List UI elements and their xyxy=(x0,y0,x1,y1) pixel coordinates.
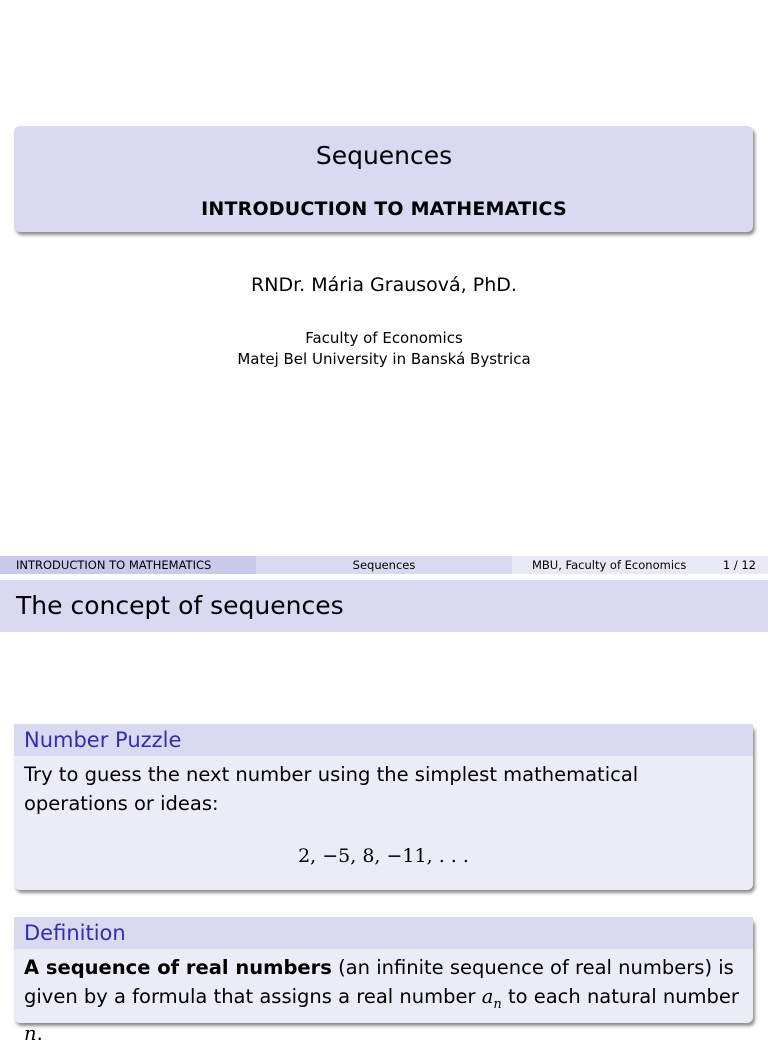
block-body xyxy=(14,756,753,871)
footer-bar xyxy=(0,556,768,574)
footer-institute: MBU, Faculty of Economics xyxy=(532,558,687,572)
block-title: Definition xyxy=(14,917,753,949)
puzzle-text: Try to guess the next number using the simplest mathematical operations or ideas: xyxy=(24,763,639,815)
presentation-title: Sequences xyxy=(315,141,453,170)
footer-course: INTRODUCTION TO MATHEMATICS xyxy=(0,556,256,574)
institute-university: Matej Bel University in Banská Bystrica xyxy=(237,350,531,368)
definition-text xyxy=(14,949,753,1048)
number-puzzle-block xyxy=(14,724,753,890)
math-var-n: n xyxy=(24,1021,37,1045)
footer-right xyxy=(512,556,768,574)
block-title: Number Puzzle xyxy=(14,724,753,756)
presentation-subtitle: INTRODUCTION TO MATHEMATICS xyxy=(201,198,567,220)
definition-period: . xyxy=(36,1021,43,1045)
frame-title: The concept of sequences xyxy=(16,591,344,620)
definition-text-part: (an infinite sequence of real numbers) is given by a formula that assigns a real number xyxy=(24,956,734,1008)
definition-text-part: to each natural number xyxy=(501,985,739,1008)
page-number: 1 / 12 xyxy=(722,558,756,572)
author: RNDr. Mária Grausová, PhD. xyxy=(251,274,517,296)
footer-title: Sequences xyxy=(256,556,512,574)
institute-faculty: Faculty of Economics xyxy=(305,329,463,347)
institute xyxy=(0,328,768,370)
math-var-a: a xyxy=(481,985,494,1008)
math-subscript-n: n xyxy=(493,996,502,1012)
definition-block xyxy=(14,917,753,1045)
definition-term: A sequence of real numbers xyxy=(24,956,332,979)
puzzle-sequence: 2, −5, 8, −11, . . . xyxy=(298,845,469,867)
